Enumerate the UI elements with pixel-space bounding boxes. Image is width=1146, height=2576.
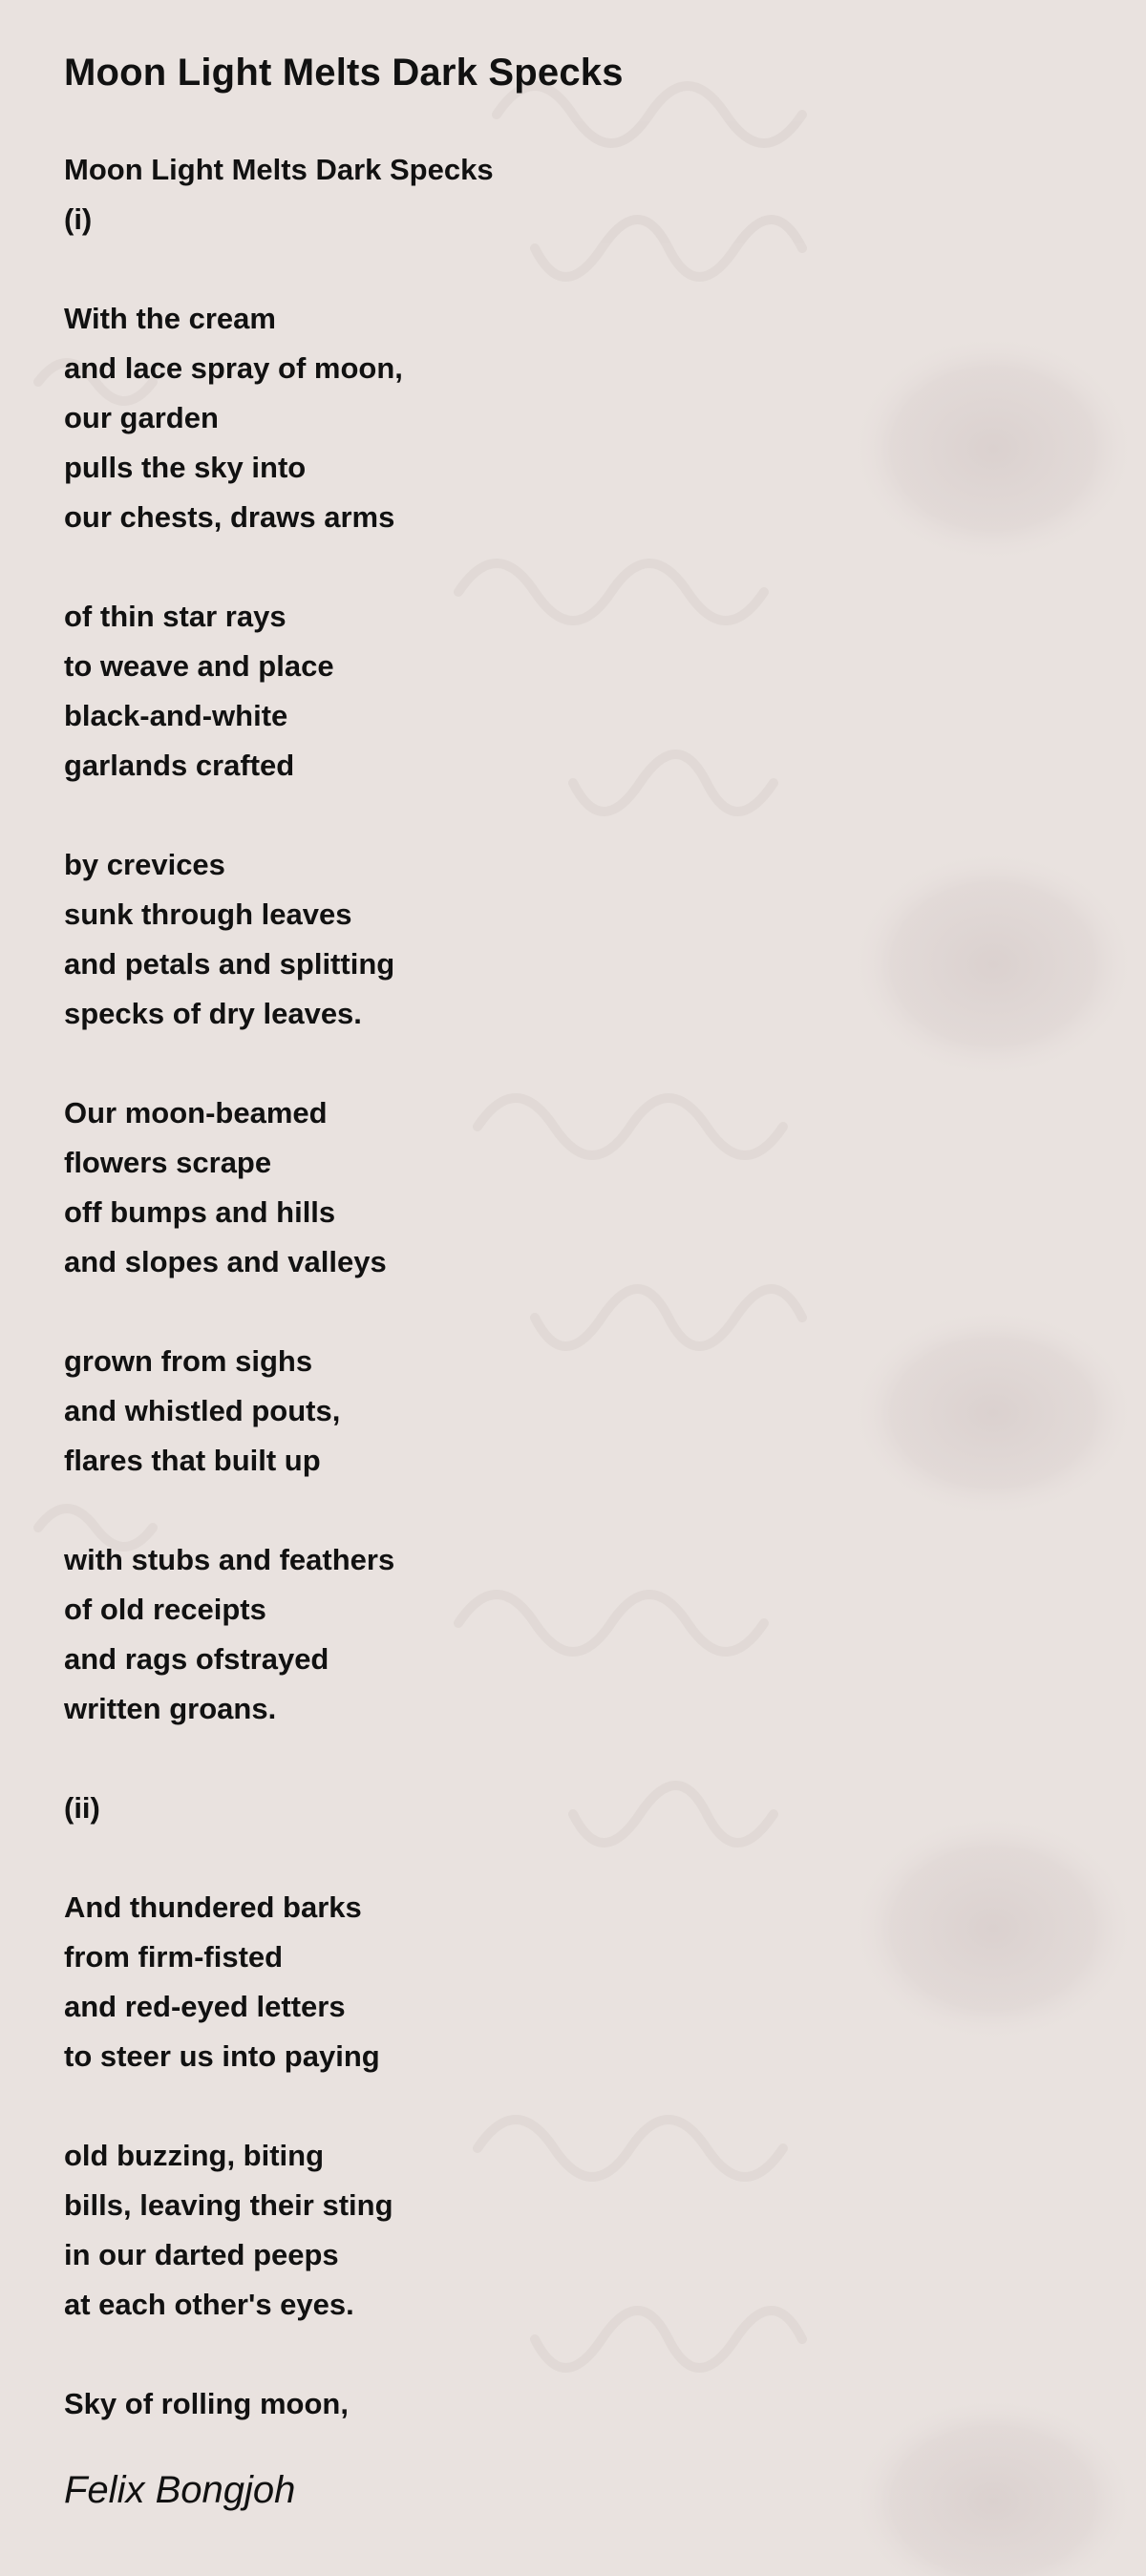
poem-line: Moon Light Melts Dark Specks xyxy=(64,153,494,186)
poem-line: and slopes and valleys xyxy=(64,1245,387,1278)
stanza-break xyxy=(64,2081,1019,2131)
poem-body xyxy=(64,145,1019,2429)
poem-line: old buzzing, biting xyxy=(64,2139,325,2172)
stanza-break xyxy=(64,244,1019,294)
stanza-break xyxy=(64,1486,1019,1535)
poem-line: and lace spray of moon, xyxy=(64,351,403,385)
poem-line: grown from sighs xyxy=(64,1344,313,1378)
poem-line: (ii) xyxy=(64,1791,100,1825)
poem-line: at each other's eyes. xyxy=(64,2288,354,2321)
poem-line: Our moon-beamed xyxy=(64,1096,328,1130)
poem-line: our garden xyxy=(64,401,219,434)
poem-line: With the cream xyxy=(64,302,276,335)
stanza-break xyxy=(64,1287,1019,1337)
poem-line: and red-eyed letters xyxy=(64,1990,346,2023)
poem-line: and rags ofstrayed xyxy=(64,1642,329,1676)
poem-line: flares that built up xyxy=(64,1444,321,1477)
poem-line: black-and-white xyxy=(64,699,288,732)
poem-line: sunk through leaves xyxy=(64,897,352,931)
poem-line: in our darted peeps xyxy=(64,2238,339,2271)
stanza-break xyxy=(64,1734,1019,1784)
poem-line: to weave and place xyxy=(64,649,334,683)
poem-line: specks of dry leaves. xyxy=(64,997,362,1030)
stanza-break xyxy=(64,1833,1019,1883)
poem-line: flowers scrape xyxy=(64,1146,272,1179)
poem-line: from firm-fisted xyxy=(64,1940,284,1974)
poem-line: (i) xyxy=(64,202,93,236)
poem-line: by crevices xyxy=(64,848,225,881)
stanza-break xyxy=(64,791,1019,840)
poem-line: and whistled pouts, xyxy=(64,1394,341,1427)
poem-line: garlands crafted xyxy=(64,749,295,782)
poem-line: of thin star rays xyxy=(64,600,286,633)
poem-author: Felix Bongjoh xyxy=(64,2469,296,2511)
poem-line: written groans. xyxy=(64,1692,277,1725)
poem-line: pulls the sky into xyxy=(64,451,307,484)
poem-line: with stubs and feathers xyxy=(64,1543,395,1576)
poem-line: our chests, draws arms xyxy=(64,500,395,534)
poem-line: of old receipts xyxy=(64,1593,266,1626)
poem-line: to steer us into paying xyxy=(64,2039,380,2073)
poem-line: bills, leaving their sting xyxy=(64,2188,393,2222)
poem-line: off bumps and hills xyxy=(64,1195,336,1229)
stanza-break xyxy=(64,542,1019,592)
poem-line: and petals and splitting xyxy=(64,947,395,981)
stanza-break xyxy=(64,1039,1019,1088)
stanza-break xyxy=(64,2330,1019,2379)
page-title: Moon Light Melts Dark Specks xyxy=(64,52,624,94)
poem-line: Sky of rolling moon, xyxy=(64,2387,349,2420)
poem-line: And thundered barks xyxy=(64,1890,362,1924)
